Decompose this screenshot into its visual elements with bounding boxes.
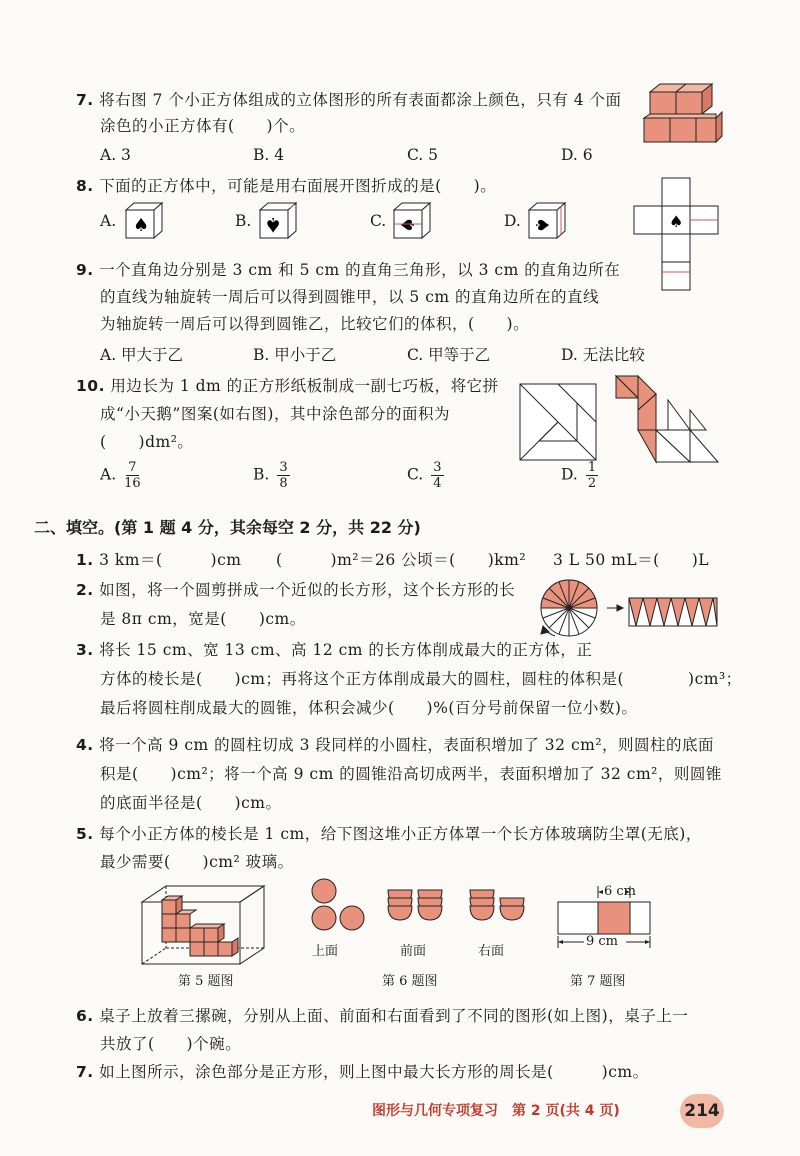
q10-line2: 成“小天鹅”图案(如右图)，其中涂色部分的面积为 xyxy=(100,405,450,423)
fig7-label-6cm: 6 cm xyxy=(604,884,637,899)
s2-q3-line3: 最后将圆柱削成最大的圆锥，体积会减少( )%(百分号前保留一位小数)。 xyxy=(100,699,638,717)
q7-option-c[interactable]: C. 5 xyxy=(407,146,439,164)
s2-q6-line1 xyxy=(76,1004,688,1026)
s2-q2-number: 2. xyxy=(76,581,94,599)
s2-q3-line2: 方体的棱长是( )cm；再将这个正方体削成最大的圆柱，圆柱的体积是( )cm³； xyxy=(100,670,742,688)
q7-cube-figure xyxy=(640,78,725,148)
s2-q1-part2: ( )m²＝26 公顷＝( )km² xyxy=(276,551,527,569)
s2-q4-number: 4. xyxy=(76,736,94,754)
s2-q4-line3: 的底面半径是( )cm。 xyxy=(100,794,282,812)
spade-icon: ♠ xyxy=(398,216,419,233)
q9-option-a[interactable]: A. 甲大于乙 xyxy=(100,346,184,364)
q10-line3: ( )dm²。 xyxy=(100,433,194,451)
fig7-caption: 第 7 题图 xyxy=(570,974,626,989)
footer-text: 图形与几何专项复习 第 2 页(共 4 页) xyxy=(372,1103,620,1119)
q7-text: 将右图 7 个小正方体组成的立体图形的所有表面都涂上颜色，只有 4 个面 xyxy=(99,91,622,109)
q7-number: 7. xyxy=(76,91,94,109)
s2-q7-line1 xyxy=(76,1060,649,1082)
q10-option-c[interactable]: C. $\frac{3}{4}$ xyxy=(407,460,442,491)
q10-tangram-square xyxy=(518,382,600,464)
q10-text: 用边长为 1 dm 的正方形纸板制成一副七巧板，将它拼 xyxy=(110,377,499,395)
q10-number: 10. xyxy=(76,377,105,395)
fig6-label-front: 前面 xyxy=(400,944,427,959)
q8-option-d[interactable]: D. xyxy=(504,212,521,230)
s2-q4-line1 xyxy=(76,733,714,755)
q9-option-d[interactable]: D. 无法比较 xyxy=(561,346,645,364)
fig5-caption: 第 5 题图 xyxy=(178,974,234,989)
q9-line1 xyxy=(76,258,620,280)
q7-option-b[interactable]: B. 4 xyxy=(253,146,285,164)
s2-q6-text: 桌子上放着三摞碗，分别从上面、前面和右面看到了不同的图形(如上图)，桌子上一 xyxy=(99,1007,689,1025)
s2-q5-number: 5. xyxy=(76,825,94,843)
fig5-cube-stack xyxy=(140,882,280,968)
fig6-label-right: 右面 xyxy=(478,944,505,959)
s2-q6-line2: 共放了( )个碗。 xyxy=(100,1035,242,1053)
spade-icon: ♠ xyxy=(264,213,282,237)
q10-option-b[interactable]: B. $\frac{3}{8}$ xyxy=(253,460,288,491)
s2-q3-number: 3. xyxy=(76,641,94,659)
section2-title: 二、填空。(第 1 题 4 分，其余每空 2 分，共 22 分) xyxy=(34,518,421,537)
fig6-label-top: 上面 xyxy=(312,944,339,959)
s2-q5-line1 xyxy=(76,822,702,844)
q8-cube-c xyxy=(390,200,434,240)
q8-line1 xyxy=(76,174,496,196)
q10-option-a[interactable]: A. $\frac{7}{16}$ xyxy=(100,460,141,491)
q8-option-c[interactable]: C. xyxy=(370,212,387,230)
s2-q7-text: 如上图所示，涂色部分是正方形，则上图中最大长方形的周长是( )cm。 xyxy=(99,1063,649,1081)
q10-swan-figure xyxy=(610,370,722,466)
s2-q1-line xyxy=(76,548,241,570)
q10-line1 xyxy=(76,374,499,396)
spade-icon: ♠ xyxy=(669,212,684,231)
q9-line3: 为轴旋转一周后可以得到圆锥乙，比较它们的体积，( )。 xyxy=(100,315,530,333)
page-number-badge: 214 xyxy=(680,1094,724,1128)
q8-number: 8. xyxy=(76,177,94,195)
s2-q7-number: 7. xyxy=(76,1063,94,1081)
fig6-bowl-views xyxy=(306,876,536,940)
s2-q5-line2: 最少需要( )cm² 玻璃。 xyxy=(100,853,294,871)
fig6-caption: 第 6 题图 xyxy=(382,974,438,989)
q8-cube-a xyxy=(122,200,166,240)
s2-q2-circle-figure xyxy=(535,578,725,642)
spade-icon: ♠ xyxy=(531,217,552,234)
s2-q1-part1: 3 km＝( )cm xyxy=(99,551,242,569)
s2-q2-line2: 是 8π cm，宽是( )cm。 xyxy=(100,610,306,628)
q8-option-a[interactable]: A. xyxy=(100,212,117,230)
q8-option-b[interactable]: B. xyxy=(235,212,252,230)
s2-q2-line1 xyxy=(76,578,515,600)
s2-q1-part3: 3 L 50 mL＝( )L xyxy=(553,551,710,569)
s2-q1-number: 1. xyxy=(76,551,94,569)
s2-q5-text: 每个小正方体的棱长是 1 cm，给下图这堆小正方体罩一个长方体玻璃防尘罩(无底)， xyxy=(99,825,702,843)
s2-q2-text: 如图，将一个圆剪拼成一个近似的长方形，这个长方形的长 xyxy=(99,581,516,599)
q9-text: 一个直角边分别是 3 cm 和 5 cm 的直角三角形，以 3 cm 的直角边所在 xyxy=(99,261,621,279)
spade-icon: ♠ xyxy=(133,215,150,236)
q8-cube-d xyxy=(525,200,569,240)
q10-option-d[interactable]: D. $\frac{1}{2}$ xyxy=(561,460,597,491)
q7-line1 xyxy=(76,88,622,110)
fig7-label-9cm: 9 cm xyxy=(586,934,619,949)
s2-q4-text: 将一个高 9 cm 的圆柱切成 3 段同样的小圆柱，表面积增加了 32 cm²，则圆柱的底面 xyxy=(99,736,715,754)
s2-q3-line1 xyxy=(76,638,592,660)
q9-option-c[interactable]: C. 甲等于乙 xyxy=(407,346,491,364)
q8-cube-b xyxy=(256,200,300,240)
q9-option-b[interactable]: B. 甲小于乙 xyxy=(253,346,337,364)
s2-q3-text: 将长 15 cm、宽 13 cm、高 12 cm 的长方体削成最大的正方体，正 xyxy=(99,641,593,659)
q7-option-a[interactable]: A. 3 xyxy=(100,146,131,164)
q7-option-d[interactable]: D. 6 xyxy=(561,146,593,164)
s2-q6-number: 6. xyxy=(76,1007,94,1025)
q8-cube-net xyxy=(632,174,722,294)
q7-line2: 涂色的小正方体有( )个。 xyxy=(100,117,306,135)
q9-line2: 的直线为轴旋转一周后可以得到圆锥甲，以 5 cm 的直角边所在的直线 xyxy=(100,288,600,306)
s2-q4-line2: 积是( )cm²；将一个高 9 cm 的圆锥沿高切成两半，表面积增加了 32 cm²，则圆锥 xyxy=(100,765,722,783)
q8-text: 下面的正方体中，可能是用右面展开图折成的是( )。 xyxy=(99,177,497,195)
q9-number: 9. xyxy=(76,261,94,279)
